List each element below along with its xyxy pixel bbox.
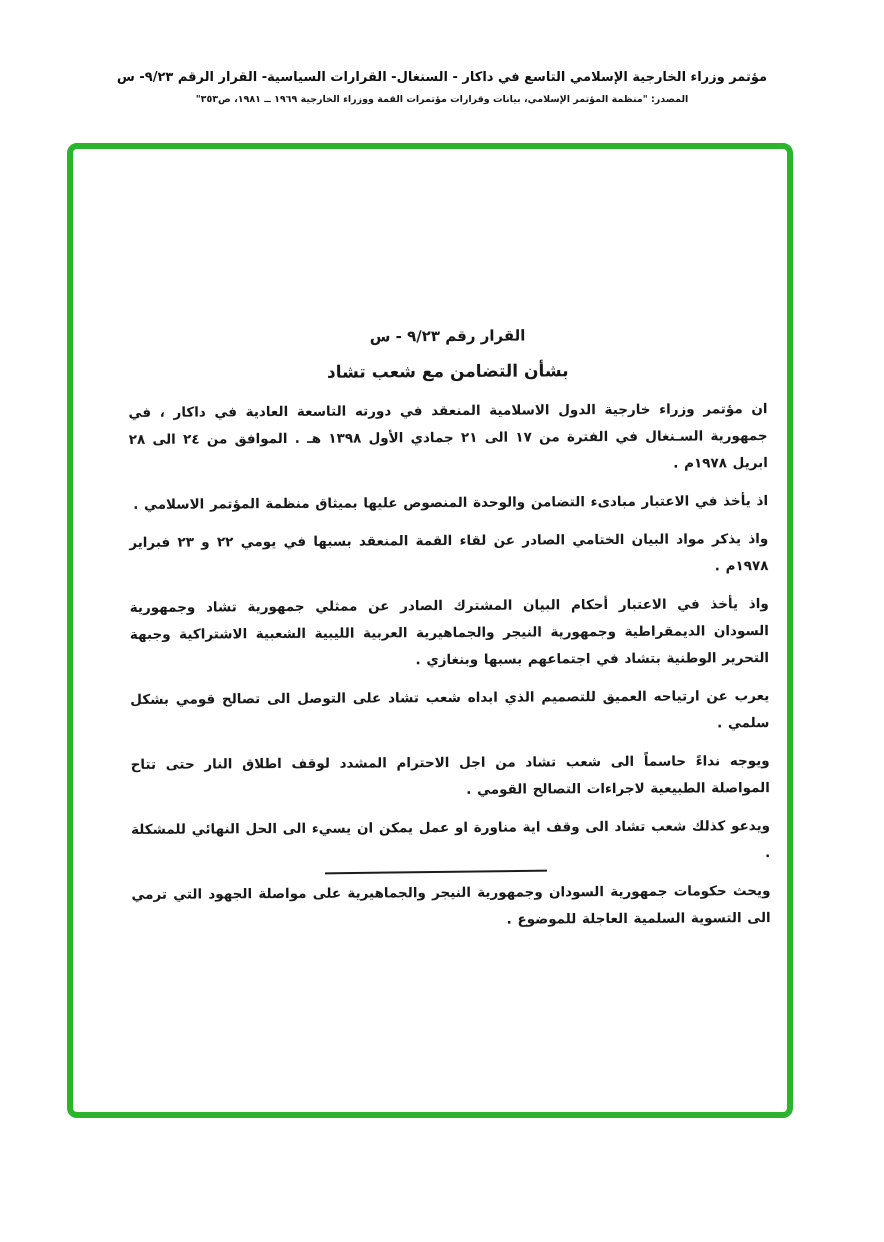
resolution-paragraph: ويدعو كذلك شعب تشاد الى وقف اية مناورة او عمل يمكن ان يسيء الى الحل النهائي للمشكلة . bbox=[131, 818, 771, 862]
scanned-page-content bbox=[128, 325, 771, 947]
resolution-subject-title: بشأن التضامن مع شعب تشاد bbox=[326, 361, 569, 383]
resolution-paragraph: واذ يذكر مواد البيان الختامي الصادر عن لقاء القمة المنعقد بسبها في يومي ٢٢ و ٢٣ فبراير ١٩٧٨م . bbox=[129, 531, 769, 575]
resolution-paragraph: ويوجه نداءً حاسماً الى شعب تشاد من اجل الاحترام المشدد لوقف اطلاق النار حتى تتاح المواصلة الطبيعية لاجراءات التصالح القومي . bbox=[130, 753, 770, 798]
resolution-paragraph: ويحث حكومات جمهورية السودان وجمهورية النيجر والجماهيرية على مواصلة الجهود التي ترمي الى التسوية السلمية العاجلة للموضوع . bbox=[131, 883, 771, 928]
header-citation-line: مؤتمر وزراء الخارجية الإسلامي التاسع في داكار - السنغال- القرارات السياسية- القرار الرقم ٩/٢٣- س bbox=[116, 70, 768, 85]
resolution-paragraph: ان مؤتمر وزراء خارجية الدول الاسلامية المنعقد في دورته التاسعة العادية في داكار ، في جمهورية السـنغال في الفترة من ١٧ الى ٢١ جمادي الأول ١٣٩٨ هـ . الموافق من ٢٤ الى ٢٨ ابريل ١٩٧٨م . bbox=[128, 401, 768, 472]
document-header bbox=[0, 70, 884, 105]
scan-frame bbox=[67, 143, 793, 1118]
resolution-paragraph: اذ يأخذ في الاعتبار مبادىء التضامن والوحدة المنصوص عليها بميثاق منظمة المؤتمر الاسلامي . bbox=[133, 493, 769, 513]
resolution-paragraph: يعرب عن ارتياحه العميق للتصميم الذي ابداه شعب تشاد على التوصل الى تصالح قومي بشكل سلمي . bbox=[130, 688, 770, 732]
header-source-line: المصدر: "منظمة المؤتمر الإسلامي، بيانات وقرارات مؤتمرات القمة ووزراء الخارجية ١٩٦٩ ــ ١٩٨١، ص٣٥٣" bbox=[195, 94, 689, 105]
resolution-paragraph: واذ يأخذ في الاعتبار أحكام البيان المشترك الصادر عن ممثلي جمهورية تشاد وجمهورية السودان الديمقراطية وجمهورية النيجر والجماهيرية العربية الليبية الشعبية الاشتراكية وجبهة التحرير الوطنية بتشاد في اجتماعهم بسبها وبنغازي . bbox=[129, 596, 770, 669]
resolution-number-title: القرار رقم ٩/٢٣ - س bbox=[369, 326, 526, 346]
